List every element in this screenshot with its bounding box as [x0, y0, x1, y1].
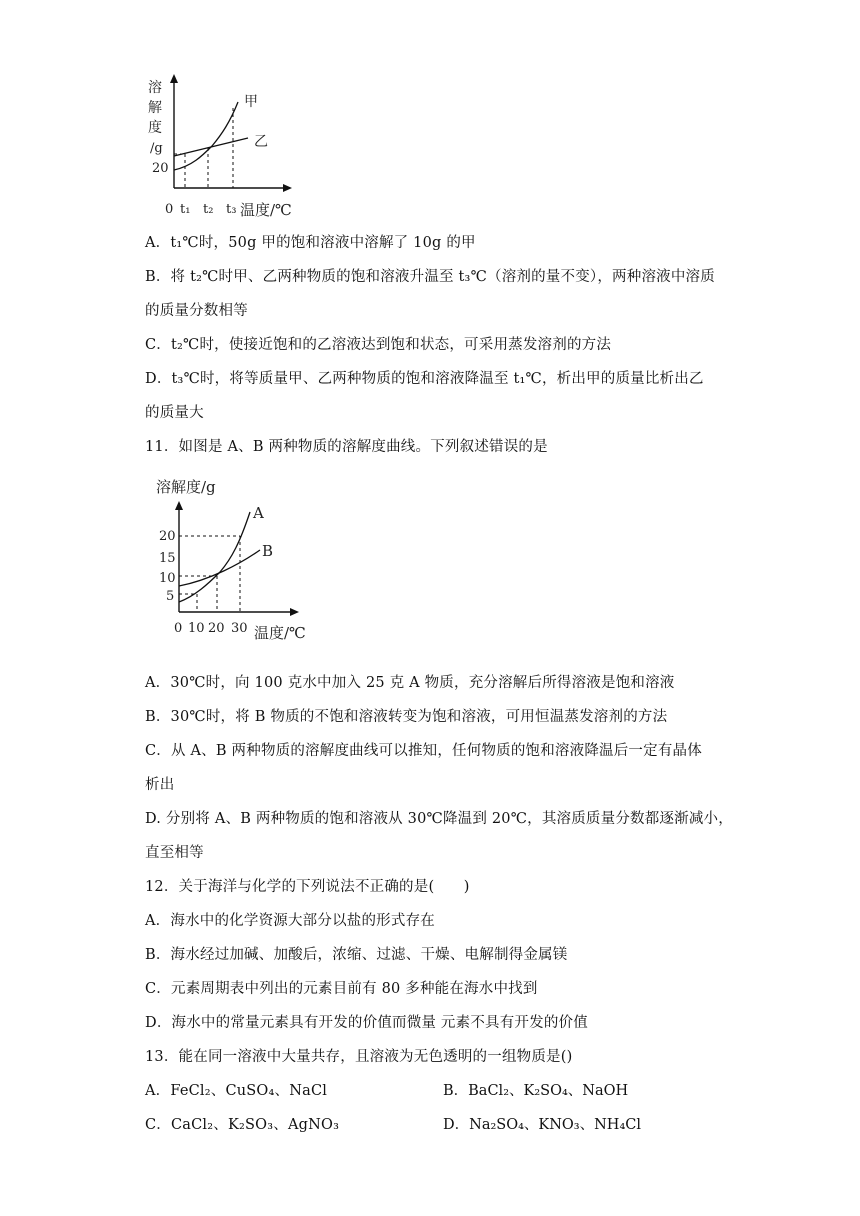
- x-tick-label: t₁: [180, 202, 191, 217]
- x-axis-arrow: [283, 184, 292, 192]
- x-axis-label: 温度/℃: [254, 624, 306, 642]
- curve-yi: [174, 138, 248, 156]
- q13-option-d: D．Na₂SO₄、KNO₃、NH₄Cl: [443, 1117, 642, 1133]
- q10-option-b-line2: 的质量分数相等: [145, 303, 248, 319]
- q12-stem: 12．关于海洋与化学的下列说法不正确的是( ): [145, 879, 470, 895]
- x-tick-label: t₂: [203, 202, 214, 217]
- q10-option-b-line1: B．将 t₂℃时甲、乙两种物质的饱和溶液升温至 t₃℃（溶剂的量不变），两种溶液中溶质: [145, 269, 715, 285]
- curve-label-yi: 乙: [254, 134, 268, 150]
- x-tick-label: 0: [165, 202, 174, 217]
- q10-option-c: C．t₂℃时，使接近饱和的乙溶液达到饱和状态，可采用蒸发溶剂的方法: [145, 337, 612, 353]
- y-tick-label: 10: [159, 571, 176, 586]
- figure-1-solubility-chart: [140, 72, 310, 222]
- q11-option-d-line2: 直至相等: [145, 845, 204, 861]
- curve-b: [179, 550, 260, 586]
- x-tick-label: 0: [174, 621, 183, 636]
- q12-option-b: B．海水经过加碱、加酸后，浓缩、过滤、干燥、电解制得金属镁: [145, 947, 568, 963]
- curve-label-a: A: [253, 504, 264, 522]
- q12-option-a: A．海水中的化学资源大部分以盐的形式存在: [145, 913, 435, 929]
- q13-option-b: B．BaCl₂、K₂SO₄、NaOH: [443, 1083, 629, 1099]
- x-tick-label: 30: [231, 621, 248, 636]
- x-tick-label: t₃: [226, 202, 237, 217]
- x-tick-label: 20: [208, 621, 225, 636]
- curve-a: [179, 512, 250, 602]
- y-label-char: /g: [150, 141, 163, 156]
- curve-label-b: B: [262, 542, 274, 560]
- q12-option-c: C．元素周期表中列出的元素目前有 80 多种能在海水中找到: [145, 981, 538, 997]
- q13-option-c: C．CaCl₂、K₂SO₃、AgNO₃: [145, 1117, 340, 1133]
- y-label-char: 溶: [148, 80, 162, 96]
- q13-stem: 13．能在同一溶液中大量共存，且溶液为无色透明的一组物质是(): [145, 1049, 573, 1065]
- y-tick-label: 5: [166, 589, 175, 604]
- y-axis-label: 溶解度/g: [156, 478, 216, 496]
- x-axis-arrow: [290, 608, 299, 616]
- x-axis-label: 温度/℃: [240, 201, 292, 219]
- curve-label-jia: 甲: [244, 94, 258, 110]
- y-axis-arrow: [170, 74, 178, 83]
- x-tick-label: 10: [188, 621, 205, 636]
- q11-option-b: B．30℃时，将 B 物质的不饱和溶液转变为饱和溶液，可用恒温蒸发溶剂的方法: [145, 709, 668, 725]
- y-tick-label: 20: [159, 529, 176, 544]
- q11-option-c-line2: 析出: [145, 777, 175, 793]
- q10-option-d-line1: D．t₃℃时，将等质量甲、乙两种物质的饱和溶液降温至 t₁℃，析出甲的质量比析出乙: [145, 371, 704, 387]
- y-label-char: 解: [148, 100, 162, 116]
- q11-option-c-line1: C．从 A、B 两种物质的溶解度曲线可以推知，任何物质的饱和溶液降温后一定有晶体: [145, 743, 702, 759]
- q11-option-a: A．30℃时，向 100 克水中加入 25 克 A 物质，充分溶解后所得溶液是饱和溶液: [145, 675, 675, 691]
- figure-2-solubility-chart: [150, 472, 320, 650]
- q12-option-d: D．海水中的常量元素具有开发的价值而微量 元素不具有开发的价值: [145, 1015, 588, 1031]
- q10-option-d-line2: 的质量大: [145, 405, 204, 421]
- q11-stem: 11．如图是 A、B 两种物质的溶解度曲线。下列叙述错误的是: [145, 439, 548, 455]
- q10-option-a: A．t₁℃时，50g 甲的饱和溶液中溶解了 10g 的甲: [145, 235, 476, 251]
- q13-option-a: A．FeCl₂、CuSO₄、NaCl: [145, 1083, 328, 1099]
- y-tick-label: 20: [152, 161, 169, 176]
- q11-option-d-line1: D. 分别将 A、B 两种物质的饱和溶液从 30℃降温到 20℃，其溶质质量分数都逐渐减小，: [145, 811, 733, 827]
- y-axis-arrow: [175, 501, 183, 510]
- y-label-char: 度: [148, 120, 162, 136]
- curve-jia: [174, 102, 238, 170]
- y-tick-label: 15: [159, 551, 176, 566]
